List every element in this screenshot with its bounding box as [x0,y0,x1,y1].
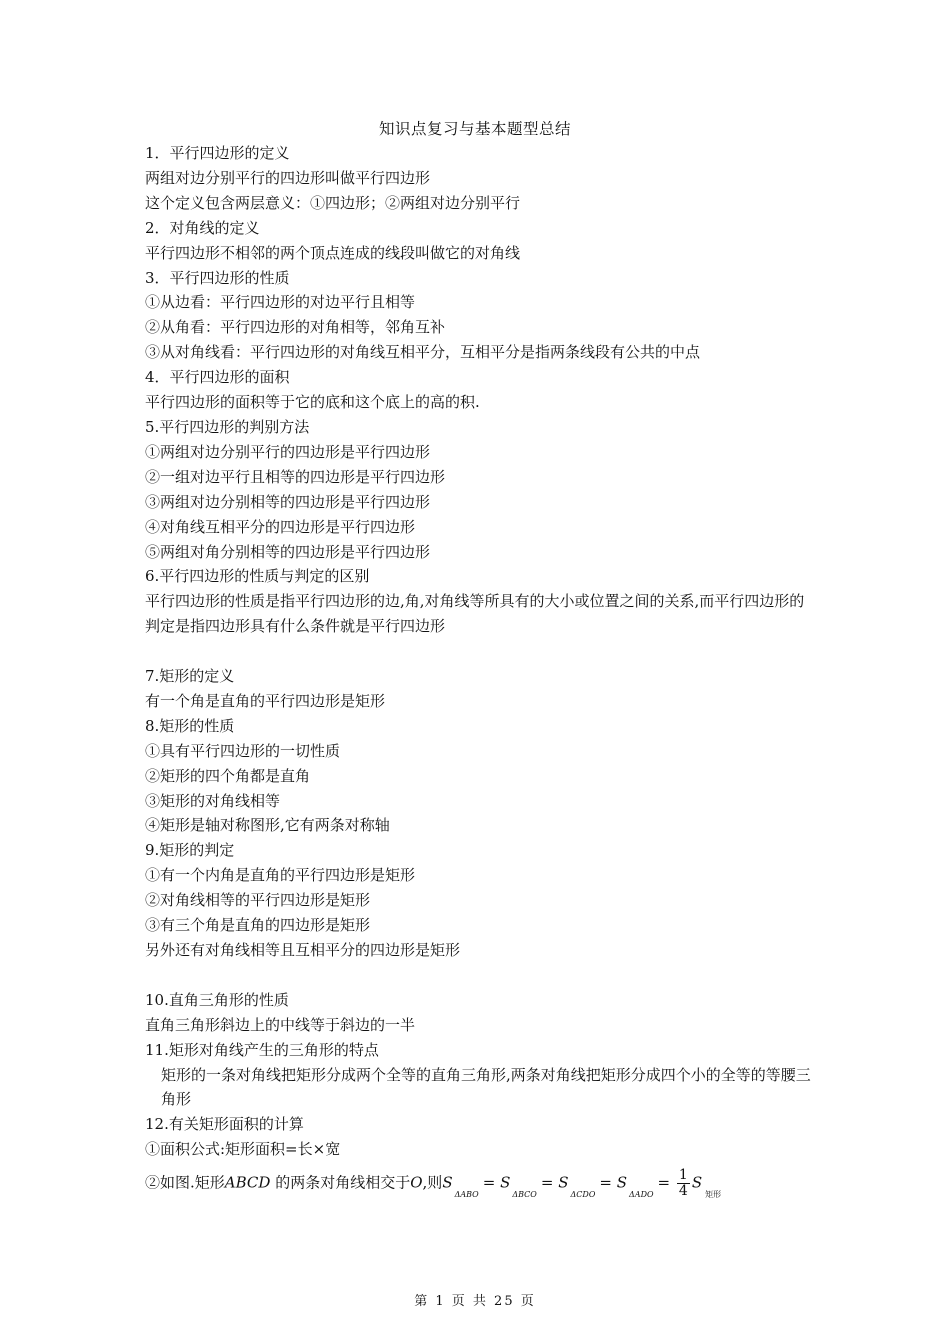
subscript-ado: ΔADO [629,1189,654,1199]
list-item: ②对角线相等的平行四边形是矩形 [145,891,371,910]
equals-sign: = [599,1173,612,1192]
fraction-one-quarter [677,1168,690,1199]
heading-1: 1．平行四边形的定义 [145,144,290,162]
fraction-numerator: 1 [678,1167,688,1184]
equals-sign: = [482,1173,496,1192]
paragraph: 另外还有对角线相等且互相平分的四边形是矩形 [145,940,461,959]
paragraph: 平行四边形不相邻的两个顶点连成的线段叫做它的对角线 [145,243,521,262]
list-item: ③矩形的对角线相等 [145,791,281,810]
formula-prefix: ②如图.矩形 [145,1173,225,1192]
fraction-denominator: 4 [678,1183,688,1200]
area-symbol: S [691,1173,703,1192]
area-symbol: S [442,1173,453,1192]
area-symbol: S [616,1173,628,1192]
heading-10: 10.直角三角形的性质 [145,990,289,1009]
equals-sign: = [540,1173,554,1192]
heading-2: 2．对角线的定义 [145,218,260,237]
heading-4: 4．平行四边形的面积 [145,368,290,387]
area-formula [145,1168,815,1207]
document-body [145,141,815,1207]
list-item: ②从角看：平行四边形的对角相等，邻角互补 [145,318,446,337]
area-symbol: S [500,1173,511,1192]
subscript-abo: ΔABO [454,1189,479,1199]
list-item: ④对角线互相平分的四边形是平行四边形 [145,517,416,536]
formula-mid: 的两条对角线相交于 [275,1173,411,1192]
list-item: ③两组对边分别相等的四边形是平行四边形 [145,492,431,511]
list-item: ②一组对边平行且相等的四边形是平行四边形 [145,467,446,486]
heading-5: 5.平行四边形的判别方法 [145,417,310,436]
list-item: ④矩形是轴对称图形,它有两条对称轴 [145,816,390,835]
list-item: ①面积公式:矩形面积=长×宽 [145,1140,341,1159]
point-o: O [410,1173,423,1192]
subscript-bco: ΔBCO [512,1189,537,1199]
list-item: ③从对角线看：平行四边形的对角线互相平分，互相平分是指两条线段有公共的中点 [145,343,701,362]
area-symbol: S [558,1173,569,1192]
paragraph: 平行四边形的面积等于它的底和这个底上的高的积. [145,393,480,412]
heading-11: 11.矩形对角线产生的三角形的特点 [145,1040,379,1059]
equals-sign: = [657,1173,671,1192]
page-footer: 第 1 页 共 25 页 [414,1294,536,1309]
paragraph: 直角三角形斜边上的中线等于斜边的一半 [145,1015,416,1034]
list-item: ①两组对边分别平行的四边形是平行四边形 [145,442,431,461]
subscript-cdo: ΔCDO [570,1189,596,1199]
paragraph: 有一个角是直角的平行四边形是矩形 [145,691,386,710]
subscript-rectangle: 矩形 [705,1189,722,1199]
list-item: ①具有平行四边形的一切性质 [145,741,341,760]
list-item: ②矩形的四个角都是直角 [145,766,311,785]
heading-3: 3．平行四边形的性质 [145,268,290,287]
paragraph: 这个定义包含两层意义：①四边形；②两组对边分别平行 [145,193,521,212]
list-item: ③有三个角是直角的四边形是矩形 [145,916,371,935]
document-title: 知识点复习与基本题型总结 [378,120,571,138]
heading-9: 9.矩形的判定 [145,841,235,860]
heading-8: 8.矩形的性质 [145,716,235,735]
paragraph: 矩形的一条对角线把矩形分成两个全等的直角三角形,两条对角线把矩形分成四个小的全等的等腰三角形 [161,1065,811,1109]
heading-12: 12.有关矩形面积的计算 [145,1115,304,1134]
blank-line [145,639,815,664]
heading-6: 6.平行四边形的性质与判定的区别 [145,567,370,586]
paragraph: 平行四边形的性质是指平行四边形的边,角,对角线等所具有的大小或位置之间的关系,而平行四边形的判定是指四边形具有什么条件就是平行四边形 [145,592,805,636]
list-item: ⑤两组对角分别相等的四边形是平行四边形 [145,542,431,561]
formula-then: ,则 [422,1173,443,1192]
rectangle-name: ABCD [224,1173,271,1192]
list-item: ①有一个内角是直角的平行四边形是矩形 [145,866,416,885]
heading-7: 7.矩形的定义 [145,667,235,686]
paragraph: 两组对边分别平行的四边形叫做平行四边形 [145,168,431,187]
blank-line [145,963,815,988]
list-item: ①从边看：平行四边形的对边平行且相等 [145,293,416,312]
